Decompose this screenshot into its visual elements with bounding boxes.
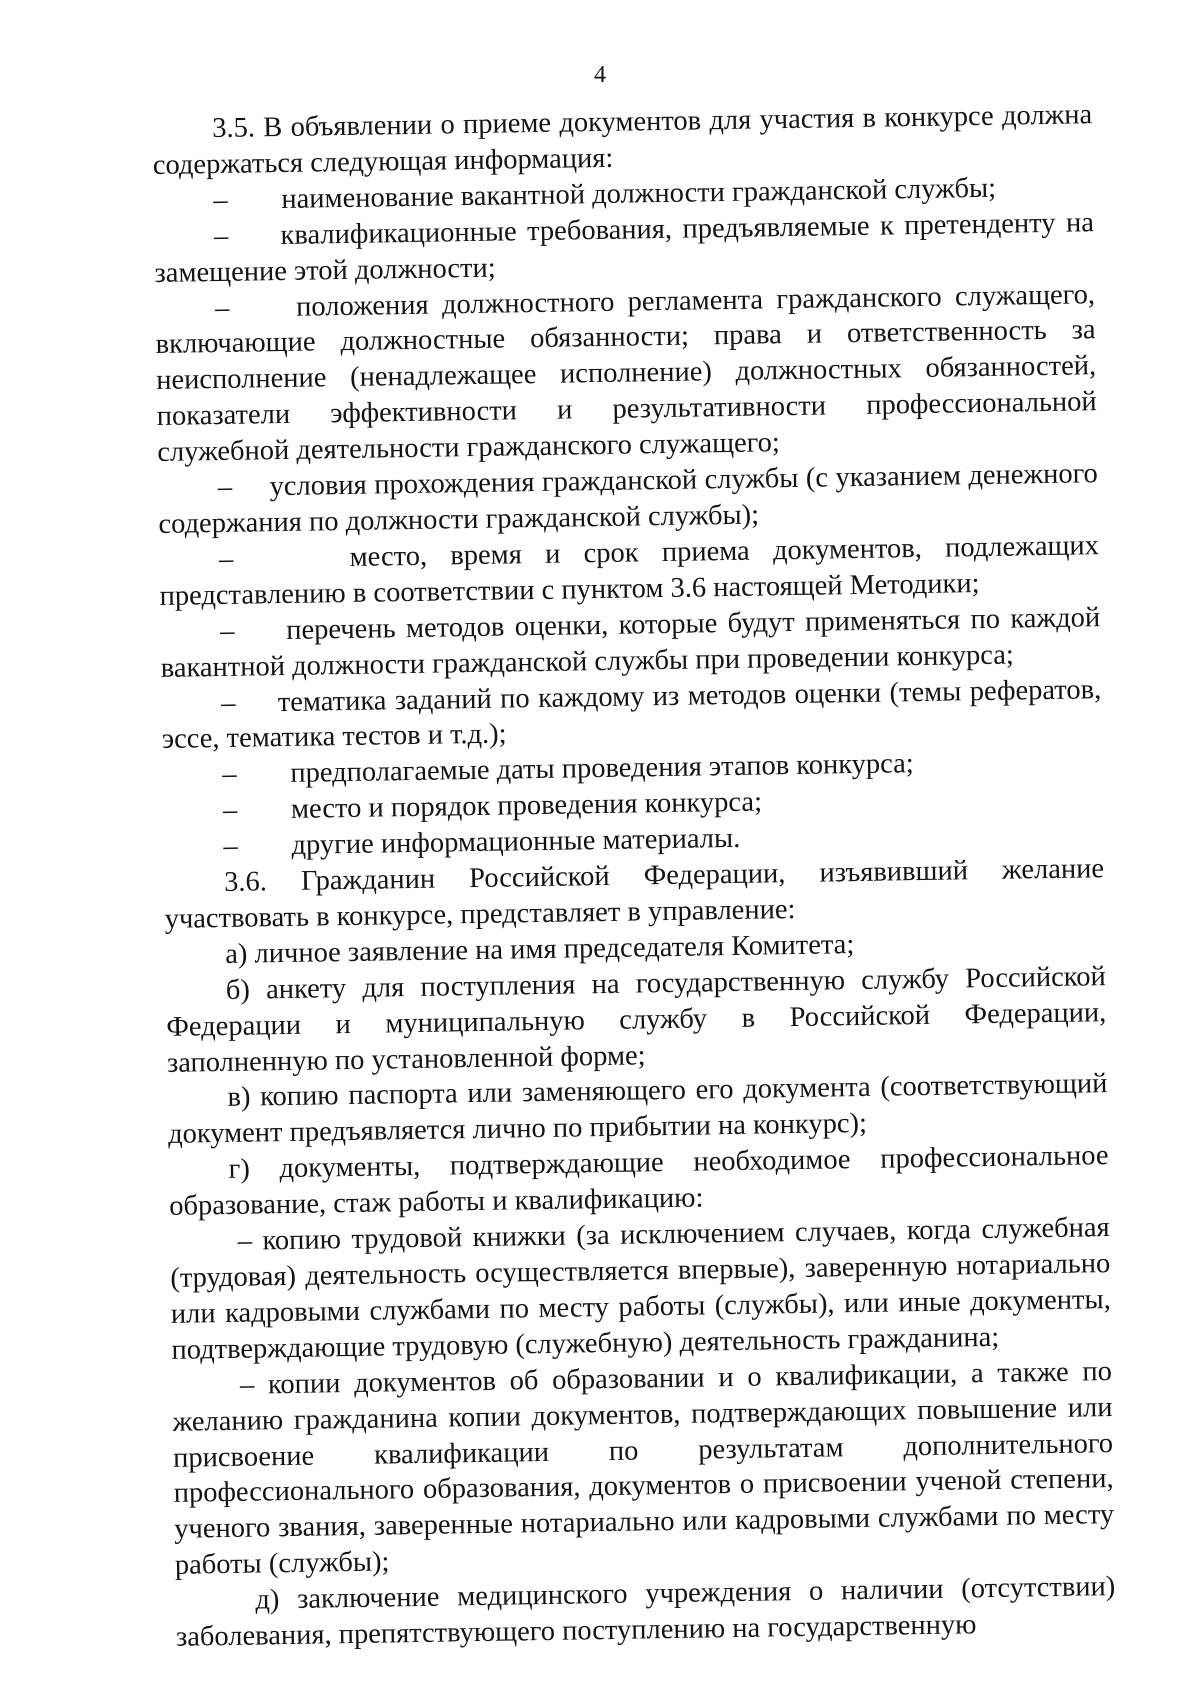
list-item-text: наименование вакантной должности гражданской службы; [281, 172, 997, 215]
paragraph-item-v: в) копию паспорта или заменяющего его документа (соответствующий документ предъявляется лично по прибытии на конкурс); [167, 1068, 1108, 1151]
dash-marker: – [218, 543, 234, 575]
dash-marker: – [223, 830, 239, 863]
list-item-text: другие информационные материалы. [291, 822, 741, 862]
dash-marker: – [222, 794, 238, 827]
dash-marker: – [214, 292, 230, 324]
list-item-text: условия прохождения гражданской службы (с указанием денежного содержания по должности гражданской службы); [158, 458, 1099, 540]
list-item-text: место, время и срок приема документов, подлежащих представлению в соответствии с пунктом 3.6 настоящей Методики; [159, 530, 1100, 612]
document-body [152, 97, 1116, 1656]
dash-marker: – [213, 220, 229, 252]
list-item-text: тематика заданий по каждому из методов оценки (темы рефератов, эссе, тематика тестов и т.д.); [161, 673, 1102, 756]
dash-marker: – [221, 687, 236, 719]
list-item-text: перечень методов оценки, которые будут применяться по каждой вакантной должности гражданской службы при проведении конкурса; [160, 601, 1101, 684]
paragraph-item-a: а) личное заявление на имя председателя Комитета; [224, 928, 855, 970]
sub-item-education-docs: – копии документов об образовании и о квалификации, а также по желанию гражданина копии документов, подтверждающих повышение или присвоение квалификации по результатам дополнительного профессионального образования, документов о присвоении ученой степени, ученого звания, заверенные нотариально или кадровыми службами по месту работы (службы); [172, 1355, 1115, 1582]
list-item [155, 277, 1098, 471]
paragraph-item-g: г) документы, подтверждающие необходимое профессиональное образование, стаж работы и квалификацию: [168, 1140, 1109, 1223]
sub-item-work-book: – копию трудовой книжки (за исключением случаев, когда служебная (трудовая) деятельность осуществляется впервые), заверенную нотариально или кадровыми службами по месту работы (службы), или иные документы, подтверждающие трудовую (служебную) деятельность гражданина; [170, 1212, 1112, 1366]
paragraph-item-b: б) анкету для поступления на государственную службу Российской Федерации и муниципальную службу в Российской Федерации, заполненную по установленной форме; [166, 960, 1107, 1079]
dash-marker: – [217, 471, 233, 504]
paragraph-item-d: д) заключение медицинского учреждения о наличии (отсутствии) заболевания, препятствующего поступлению на государственную [175, 1571, 1116, 1653]
list-item-text: место и порядок проведения конкурса; [290, 786, 763, 826]
paragraph-3-6: 3.6. Гражданин Российской Федерации, изъявивший желание участвовать в конкурсе, представляет в управление: [164, 853, 1105, 935]
list-item-text: положения должностного регламента гражданского служащего, включающие должностные обязанности; права и ответственность за неисполнение (ненадлежащее исполнение) должностных обязанностей, показатели эффективности и результативности профессиональной служебной деятельности гражданского служащего; [155, 278, 1097, 469]
dash-marker: – [213, 184, 228, 216]
list-item-text: предполагаемые даты проведения этапов конкурса; [290, 748, 914, 790]
paragraph-3-5: 3.5. В объявлении о приеме документов для участия в конкурсе должна содержаться следующая информация: [152, 99, 1093, 181]
page-number: 4 [594, 62, 606, 88]
dash-marker: – [222, 759, 237, 791]
list-item-text: квалификационные требования, предъявляемые к претенденту на замещение этой должности; [154, 206, 1095, 289]
dash-marker: – [219, 615, 235, 647]
